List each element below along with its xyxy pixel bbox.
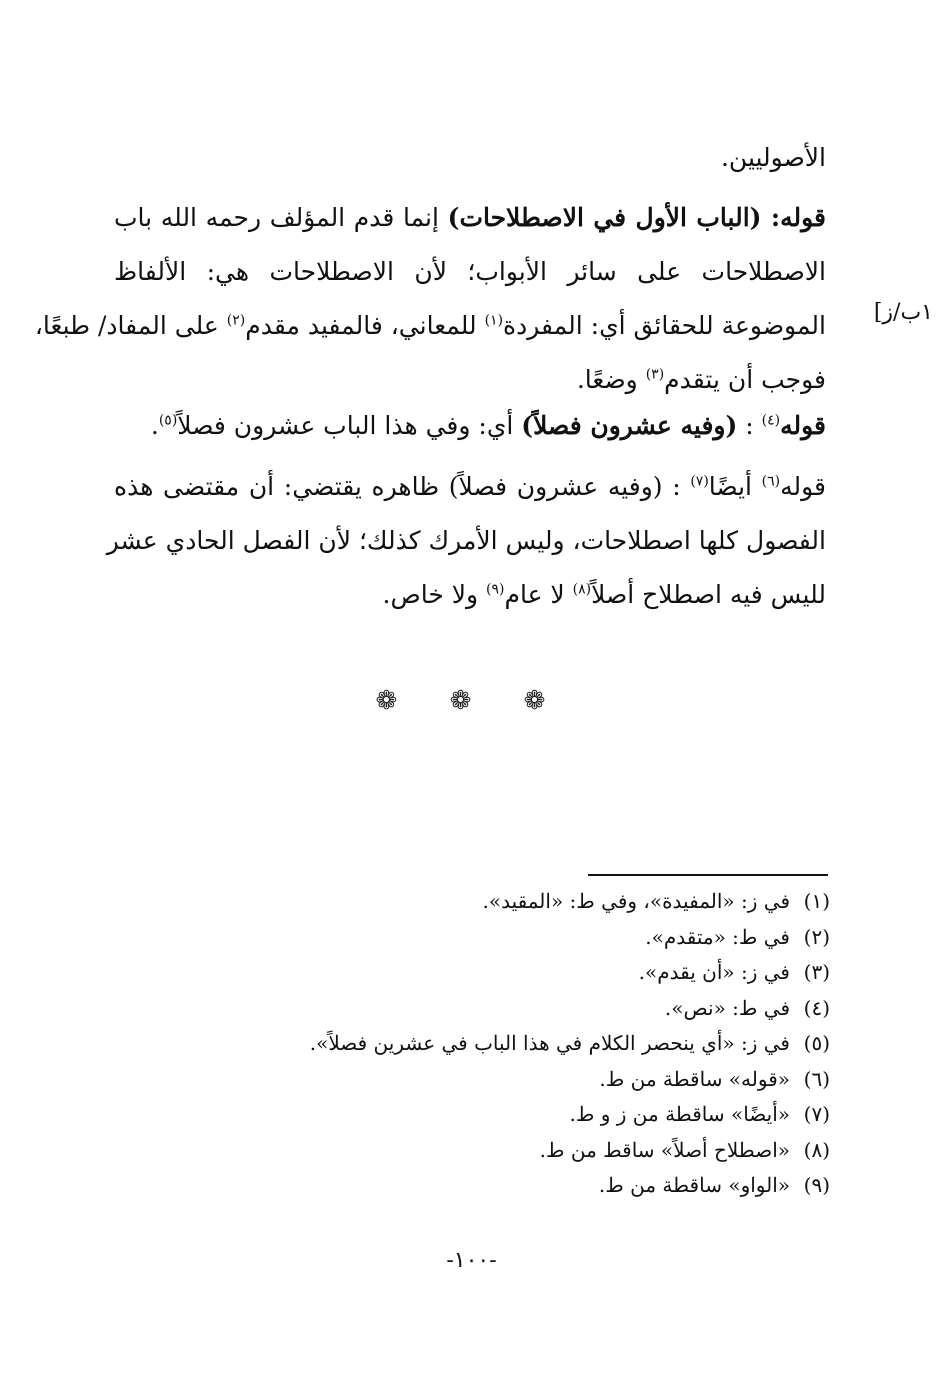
footnote-text: «أيضًا» ساقطة من ز و ط. xyxy=(569,1102,790,1126)
footnote-item xyxy=(270,884,830,920)
text-run: الموضوعة للحقائق أي: المفردة xyxy=(503,311,826,340)
text-run: أي: وفي هذا الباب عشرون فصلاً xyxy=(177,411,522,440)
footnote-item xyxy=(270,955,830,991)
footnote-number: (٥) xyxy=(803,1031,830,1055)
section-divider-ornaments xyxy=(0,686,943,716)
footnote-ref: (٤) xyxy=(761,412,781,429)
text-line xyxy=(114,568,826,622)
footnote-item xyxy=(270,1133,830,1169)
text-run: : (وفيه عشرون فصلاً) ظاهره يقتضي: أن مقتضى هذه xyxy=(114,472,691,501)
text-line: الفصول كلها اصطلاحات، وليس الأمرك كذلك؛ لأن الفصل الحادي عشر xyxy=(106,526,826,555)
paragraph-1 xyxy=(34,191,826,407)
footnote-text: «الواو» ساقطة من ط. xyxy=(598,1173,790,1197)
footnote-ref: (٨) xyxy=(572,581,592,598)
text-run: قوله xyxy=(780,472,826,501)
footnote-number: (٣) xyxy=(803,960,830,984)
flower-ornament-icon: ❁ xyxy=(375,686,420,716)
text-run: للمعاني، فالمفيد مقدم xyxy=(245,311,485,340)
text-line: الاصطلاحات على سائر الأبواب؛ لأن الاصطلاحات هي: الألفاظ xyxy=(114,257,826,286)
footnote-item xyxy=(270,1168,830,1204)
lead-word: قوله: xyxy=(761,203,826,232)
footnote-item xyxy=(270,1026,830,1062)
footnote-separator xyxy=(588,874,828,876)
text-run: لليس فيه اصطلاح أصلاً xyxy=(591,580,826,609)
text-run: لا عام xyxy=(504,580,573,609)
footnote-text: «قوله» ساقطة من ط. xyxy=(599,1066,790,1091)
footnote-ref: (٩) xyxy=(486,581,505,598)
footnote-item xyxy=(270,920,830,956)
text-run: إنما قدم المؤلف رحمه الله باب xyxy=(114,203,448,232)
footnote-number: (٢) xyxy=(803,924,830,949)
flower-ornament-icon: ❁ xyxy=(523,686,568,716)
text-run: ولا خاص. xyxy=(382,580,486,609)
footnote-number: (٨) xyxy=(803,1137,830,1162)
footnote-ref: (٣) xyxy=(645,366,665,383)
footnote-item xyxy=(270,991,830,1027)
margin-manuscript-note: ١ب/ز] xyxy=(873,300,933,325)
text-run: وضعًا. xyxy=(576,365,646,394)
flower-ornament-icon: ❁ xyxy=(449,686,494,716)
quoted-title: (وفيه عشرون فصلاً) xyxy=(521,411,738,440)
footnote-number: (٤) xyxy=(803,995,830,1020)
footnote-text: في ط: «نص». xyxy=(664,995,790,1020)
footnote-ref: (٢) xyxy=(226,312,246,329)
main-text-top xyxy=(114,131,826,185)
text-line xyxy=(114,191,826,245)
text-line xyxy=(114,399,826,453)
footnote-text: في ط: «متقدم». xyxy=(645,924,790,949)
paragraph-3 xyxy=(106,460,826,622)
footnote-item xyxy=(270,1097,830,1133)
footnote-item xyxy=(270,1062,830,1098)
footnote-ref: (٧) xyxy=(690,473,709,490)
footnote-number: (٦) xyxy=(803,1066,830,1091)
footnote-number: (٩) xyxy=(803,1173,830,1197)
footnote-number: (١) xyxy=(803,889,830,913)
footnote-ref: (٦) xyxy=(761,473,781,490)
footnotes-list xyxy=(270,884,830,1204)
paragraph-2 xyxy=(114,399,826,453)
text-run: : xyxy=(737,411,762,440)
lead-word: قوله xyxy=(780,411,826,440)
text-run: . xyxy=(150,411,159,440)
footnote-ref: (٥) xyxy=(158,412,178,429)
text-line: الأصوليين. xyxy=(720,143,826,172)
footnote-text: في ز: «أن يقدم». xyxy=(638,960,790,984)
text-line xyxy=(114,460,826,514)
footnote-text: في ز: «أي ينحصر الكلام في هذا الباب في عشرين فصلاً». xyxy=(309,1031,790,1055)
footnote-ref: (١) xyxy=(484,312,504,329)
footnote-text: في ز: «المفيدة»، وفي ط: «المقيد». xyxy=(482,889,790,913)
text-line xyxy=(34,299,826,353)
text-run: أيضًا xyxy=(708,472,762,501)
section-title: (الباب الأول في الاصطلاحات) xyxy=(447,203,762,232)
footnote-text: «اصطلاح أصلاً» ساقط من ط. xyxy=(539,1137,790,1162)
footnote-number: (٧) xyxy=(803,1102,830,1126)
page-number: -١٠٠- xyxy=(446,1248,497,1273)
text-run: على المفاد/ طبعًا، xyxy=(34,311,227,340)
text-run: فوجب أن يتقدم xyxy=(664,365,826,394)
